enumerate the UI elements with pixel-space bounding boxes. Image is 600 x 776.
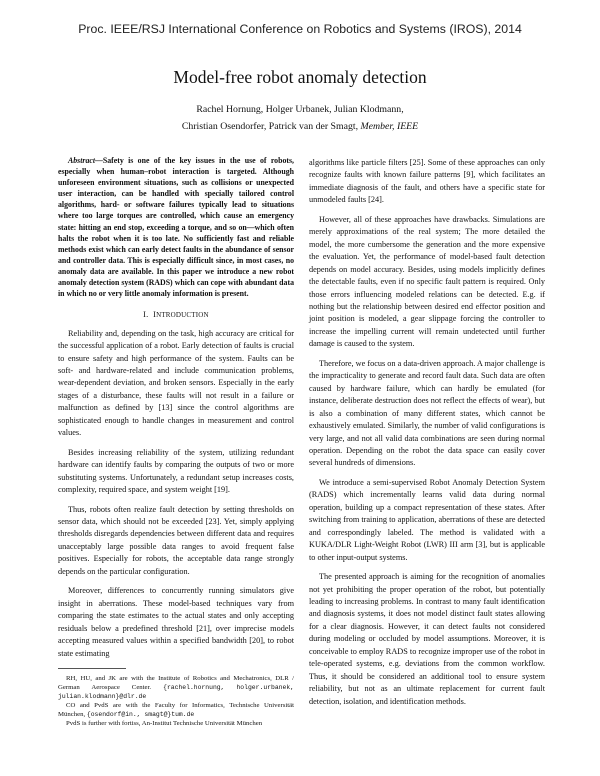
paper-title: Model-free robot anomaly detection [173,67,427,87]
footnote-affiliation-fortiss: PvdS is further with fortiss, An-Institut Technische Universität München [66,720,263,728]
footnotes [58,674,294,729]
abstract-text: —Safety is one of the key issues in the use of robots, especially when human–robot interaction is targeted. Although unforeseen environment situations, such as collisions or unexpected user interaction, can be handled with specially tailored control algorithms, hard- or software failures typically lead to situations where too large torques are controlled, which cause an emergency state: hitting an end stop, exceeding a torque, and so on—which often halts the robot when it is too late. No sufficiently fast and reliable methods exist which can early detect faults in the abundance of sensor and controller data. This is especially difficult since, in most cases, no anomaly data are available. In this paper we introduce a new robot anomaly detection system (RADS) which can cope with abundant data in which no or very little anomaly information is present. [58,156,294,299]
section-title-rest: NTRODUCTION [156,311,209,320]
footnote-affiliation-dlr [58,674,294,701]
right-paragraph-2: However, all of these approaches have drawbacks. Simulations are merely approximations of the real system; The more detailed the model, the more cumbersome the generation and the more expensive the evaluation. Yet, the performance of model-based fault detection depends on model accuracy. Besides, using models implicitly defines the detectable faults, even if no specific fault pattern is required. Only those errors influencing modeled relations can be detected. E.g. if nothing but the relationship between desired end effector position and joint position is modeled, a gear slippage forcing the controller to increase the impelling current will remain undetected until further damage is caused to the system. [309,214,545,349]
footnote-dlr-text: RH, HU, and JK are with the Institute of Robotics and Mechatronics, DLR / German Aerospace Center. [58,675,294,692]
membership-label: Member, IEEE [360,121,419,132]
abstract [58,155,294,299]
footnote-affiliation-tum [58,701,294,719]
right-paragraph-1: algorithms like particle filters [25]. Some of these approaches can only recognize faults with known failure patterns [9], which facilitates an immediate diagnosis of the fault, and others have a specific state for unmodeled faults [24]. [309,158,545,205]
right-column [309,157,545,715]
author-list [0,101,600,135]
footnote-tum-text: CO and PvdS are with the Faculty for Informatics, Technische Universität München, [58,702,294,719]
footnote-tum-emails: {osendorf@in., smagt@}tum.de [86,711,195,719]
right-paragraph-3: Therefore, we focus on a data-driven approach. A major challenge is the impracticality to generate and record fault data. Such data are often caused by hardware failure, which can hardly be emulated (for instance, deliberate destruction does not reflect the effects of wear), but is also a combination of many different states, which cannot be exhaustively emulated. Similarly, the number of valid configurations is very large, and not all valid data combinations are seen during normal operation. Depending on the robot the data space can easily cover several hundreds of dimensions. [309,358,545,468]
section-numeral: I. [143,310,149,320]
author-names: Christian Osendorfer, Patrick van der Smagt, [181,121,359,132]
left-column [58,155,294,729]
intro-paragraph-3: Thus, robots often realize fault detection by setting thresholds on sensor data, which should not be exceeded [23]. Yet, simply applying thresholds disregards dependencies between different data and requires unacceptably large possible data ranges to avoid frequent false positives. Especially for robots, the acceptable data range strongly depends on the particular configuration. [58,504,294,576]
intro-paragraph-1: Reliability and, depending on the task, high accuracy are critical for the successful application of a robot. Early detection of faults is crucial to ensure safety and high performance of the system. Faults can be soft- and hardware-related and include communication problems, wear-dependent deviation, and broken sensors. Especially in the early stages of a disturbance, these faults will not result in a failure or malfunction as defined by [13] since the control algorithms are sophisticated enough to handle changes in measurement and control values. [58,328,294,438]
intro-paragraph-2: Besides increasing reliability of the system, utilizing redundant hardware can identify faults by comparing the outputs of two or more substituting systems. Unfortunately, a redundant setup increases costs, complexity, required space, and system weight [19]. [58,447,294,495]
footnote-divider [58,668,126,669]
conference-header: Proc. IEEE/RSJ International Conference on Robotics and Systems (IROS), 2014 [78,22,522,36]
footnote-dlr-emails-2: holger.urbanek, julian.klodmann}@dlr.de [58,684,294,701]
author-line-2 [0,118,600,135]
abstract-label: Abstract [68,156,96,165]
section-title-initial: I [153,310,157,320]
footnote-dlr-emails-1: {rachel.hornung, [163,684,225,692]
author-line-1: Rachel Hornung, Holger Urbanek, Julian Klodmann, [196,104,404,115]
right-paragraph-4: We introduce a semi-supervised Robot Anomaly Detection System (RADS) which incrementally learns valid data during normal operation, building up a compact representation of these states. After switching from training to application, aberrations of these are detected and correspondingly labeled. The method is validated with a KUKA/DLR Light-Weight Robot (LWR) III arm [3], but is applicable to other input-output systems. [309,477,545,562]
intro-paragraph-4: Moreover, differences to concurrently running simulators give insight in aberrations. These model-based techniques vary from comparing the state estimates to the actual states and only accepting residuals below a predefined threshold [21], over imprecise models accepting measured values within a specified bandwidth [20], to robot state estimating [58,586,294,658]
section-heading-introduction [58,309,294,321]
right-paragraph-5: The presented approach is aiming for the recognition of anomalies not yet prohibiting the proper operation of the robot, but potentially leading to increasing problems. In contrast to many fault identification and diagnosis systems, it does not model distinct fault states allowing for a clear diagnosis. However, it can detect faults not considered during modeling or occluded by model assumptions. Moreover, it is conceivable to employ RADS to recognize improper use of the robot in tele-operated systems, e.g. deviations from the common workflow. Thus, it should be considered an additional tool to ensure system reliability, but not as an ultimate replacement for current fault detection, isolation, and identification methods. [309,572,545,706]
